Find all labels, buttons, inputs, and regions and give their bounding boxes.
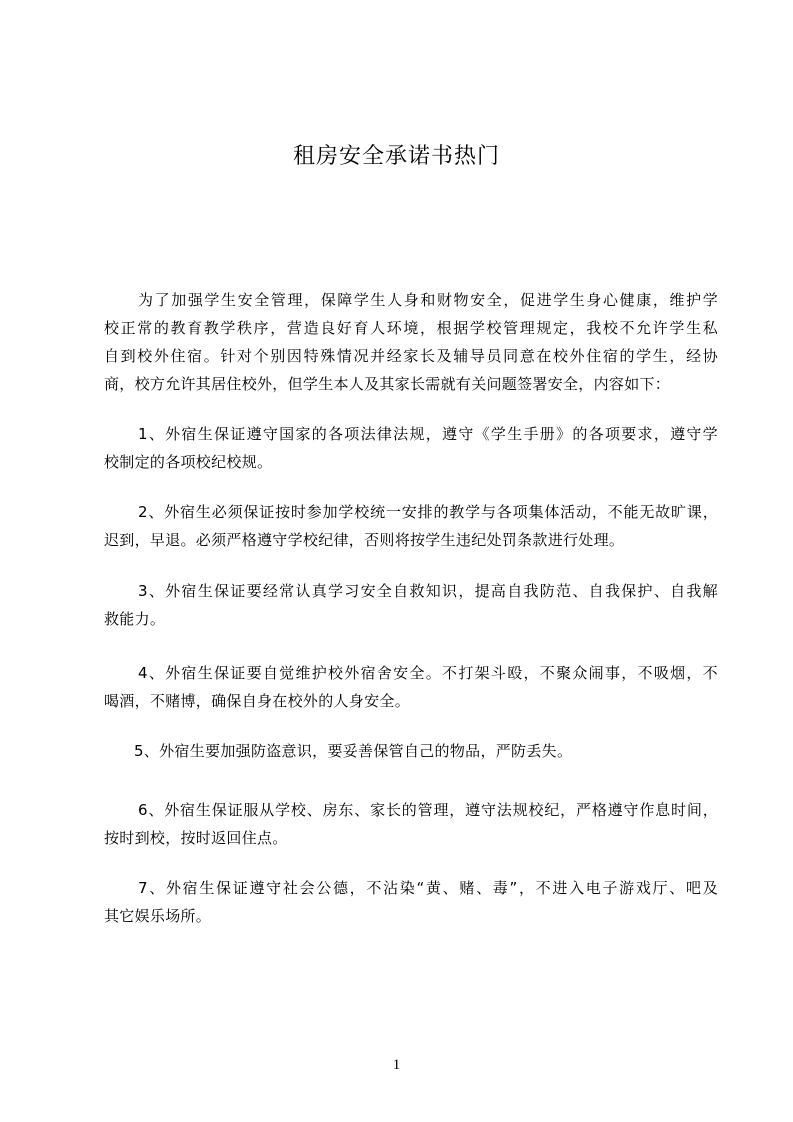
clause-line: 喝酒，不赌博，确保自身在校外的人身安全。 bbox=[104, 692, 411, 710]
clause-line: 7、外宿生保证遵守社会公德，不沾染“黄、赌、毒”，不进入电子游戏厅、吧及 bbox=[138, 879, 718, 897]
clause-line: 校制定的各项校纪校规。 bbox=[104, 453, 273, 471]
intro-line: 校正常的教育教学秩序，营造良好育人环境，根据学校管理规定，我校不允许学生私 bbox=[104, 319, 718, 337]
clause-1 bbox=[104, 420, 718, 476]
clause-line: 1、外宿生保证遵守国家的各项法律法规，遵守《学生手册》的各项要求，遵守学 bbox=[138, 425, 718, 443]
clause-7 bbox=[104, 874, 718, 930]
page-number: 1 bbox=[392, 1057, 401, 1073]
clause-2 bbox=[104, 498, 718, 554]
clause-line: 按时到校，按时返回住点。 bbox=[104, 829, 288, 847]
clause-6 bbox=[104, 796, 718, 852]
intro-line: 商，校方允许其居住校外，但学生本人及其家长需就有关问题签署安全，内容如下： bbox=[104, 375, 671, 393]
clause-line: 5、外宿生要加强防盗意识，要妥善保管自己的物品，严防丢失。 bbox=[134, 742, 573, 760]
document-title: 租房安全承诺书热门 bbox=[292, 144, 500, 169]
clause-4 bbox=[104, 659, 718, 715]
intro-line: 自到校外住宿。针对个别因特殊情况并经家长及辅导员同意在校外住宿的学生，经协 bbox=[104, 347, 718, 365]
clause-line: 救能力。 bbox=[104, 610, 166, 628]
clause-line: 迟到，早退。必须严格遵守学校纪律，否则将按学生违纪处罚条款进行处理。 bbox=[104, 531, 625, 549]
clause-line: 2、外宿生必须保证按时参加学校统一安排的教学与各项集体活动，不能无故旷课， bbox=[138, 503, 718, 521]
clause-line: 4、外宿生保证要自觉维护校外宿舍安全。不打架斗殴，不聚众闹事，不吸烟，不 bbox=[138, 664, 718, 682]
clause-5 bbox=[100, 737, 714, 765]
clause-line: 3、外宿生保证要经常认真学习安全自救知识，提高自我防范、自我保护、自我解 bbox=[138, 582, 718, 600]
intro-paragraph bbox=[104, 286, 718, 398]
clause-line: 其它娱乐场所。 bbox=[104, 907, 212, 925]
intro-line: 为了加强学生安全管理，保障学生人身和财物安全，促进学生身心健康，维护学 bbox=[138, 291, 718, 309]
clause-3 bbox=[104, 577, 718, 633]
clause-line: 6、外宿生保证服从学校、房东、家长的管理，遵守法规校纪，严格遵守作息时间， bbox=[138, 801, 718, 819]
